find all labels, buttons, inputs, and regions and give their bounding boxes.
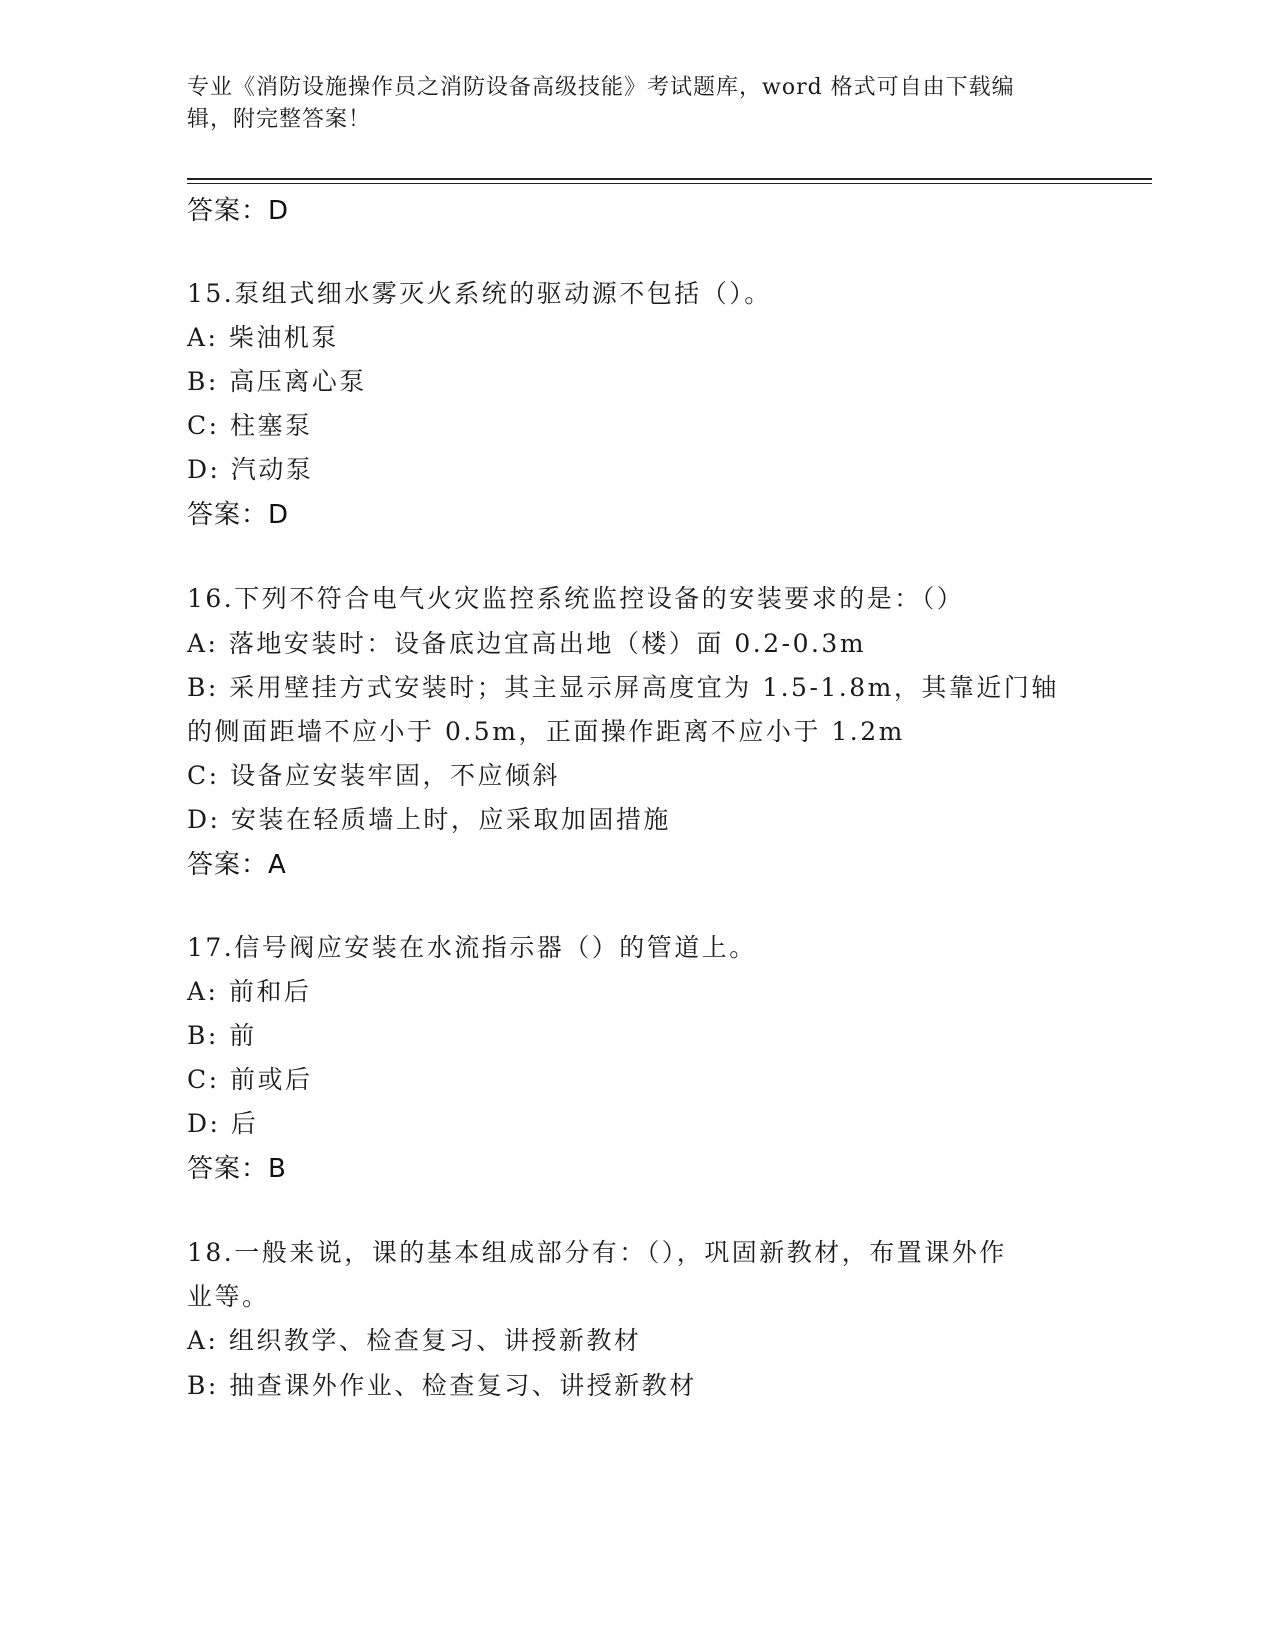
question-16-answer: 答案：A — [187, 850, 287, 880]
header-divider-thick — [187, 178, 1152, 180]
question-15-stem: 15.泵组式细水雾灭火系统的驱动源不包括（）。 — [187, 279, 772, 308]
question-16-stem: 16.下列不符合电气火灾监控系统监控设备的安装要求的是：（） — [187, 584, 965, 613]
question-18-stem: 18.一般来说，课的基本组成部分有：（），巩固新教材，布置课外作 — [187, 1238, 1007, 1267]
question-15-option-b: B: 高压离心泵 — [187, 367, 367, 396]
question-17-option-c: C: 前或后 — [187, 1065, 313, 1094]
question-16-option-a: A: 落地安装时：设备底边宜高出地（楼）面 0.2-0.3m — [187, 629, 867, 658]
question-16-option-b: B: 采用壁挂方式安装时；其主显示屏高度宜为 1.5-1.8m，其靠近门轴 — [187, 673, 1059, 702]
question-17-option-b: B: 前 — [187, 1021, 257, 1050]
document-header — [187, 72, 1087, 136]
question-16-option-b-cont: 的侧面距墙不应小于 0.5m，正面操作距离不应小于 1.2m — [187, 717, 905, 746]
question-16-option-d: D: 安装在轻质墙上时，应采取加固措施 — [187, 805, 671, 834]
previous-answer: 答案：D — [187, 196, 290, 226]
question-15-option-c: C: 柱塞泵 — [187, 411, 313, 440]
question-17-answer: 答案：B — [187, 1154, 287, 1184]
question-17-option-d: D: 后 — [187, 1109, 259, 1138]
question-18-option-a: A: 组织教学、检查复习、讲授新教材 — [187, 1326, 642, 1355]
header-divider-thin — [187, 183, 1152, 184]
header-line-2: 辑，附完整答案！ — [187, 107, 372, 132]
question-17-stem: 17.信号阀应安装在水流指示器（）的管道上。 — [187, 933, 757, 962]
question-15-answer: 答案：D — [187, 500, 290, 530]
question-18-option-b: B: 抽查课外作业、检查复习、讲授新教材 — [187, 1371, 697, 1400]
header-line-1: 专业《消防设施操作员之消防设备高级技能》考试题库，word 格式可自由下载编 — [187, 75, 1015, 100]
question-17-option-a: A: 前和后 — [187, 977, 312, 1006]
question-15-option-a: A: 柴油机泵 — [187, 323, 339, 352]
question-16-option-c: C: 设备应安装牢固，不应倾斜 — [187, 761, 560, 790]
question-15-option-d: D: 汽动泵 — [187, 455, 314, 484]
question-18-stem-cont: 业等。 — [187, 1282, 270, 1311]
